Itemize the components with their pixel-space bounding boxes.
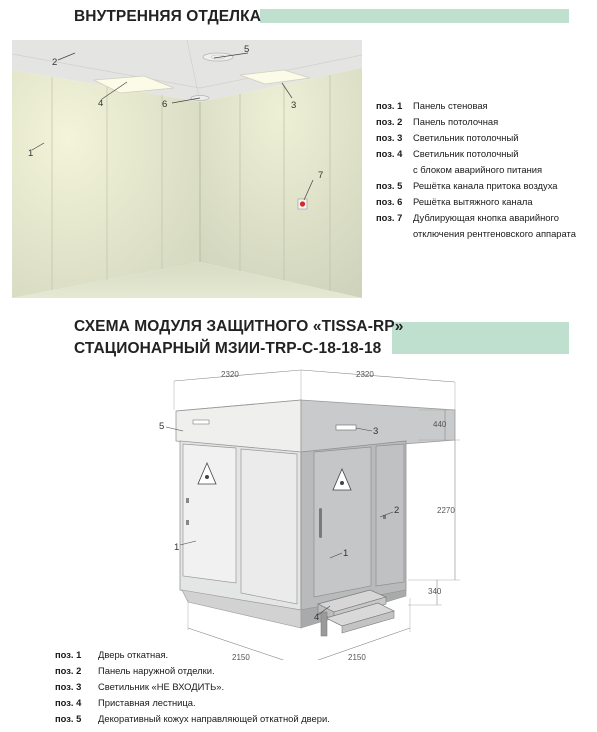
legend-desc: с блоком аварийного питания (413, 164, 543, 175)
room-callout-4: 4 (98, 98, 104, 109)
dim-bottom-right: 2150 (348, 653, 366, 660)
legend-desc: Светильник «НЕ ВХОДИТЬ». (98, 681, 225, 692)
section1-title: ВНУТРЕННЯЯ ОТДЕЛКА (74, 8, 261, 25)
legend-pos: поз. 2 (55, 665, 82, 676)
dim-bottom-left: 2150 (232, 653, 250, 660)
module-callout-1-right: 1 (343, 548, 349, 559)
sign-left (193, 420, 209, 424)
legend-desc: Дверь откатная. (98, 649, 169, 660)
room-callout-3: 3 (291, 100, 297, 111)
section2-title-band (392, 322, 569, 354)
module-callout-4: 4 (314, 612, 320, 623)
room-interior-image (12, 40, 362, 298)
legend-desc: Декоративный кожух направляющей откатной двери. (98, 713, 330, 724)
section2-title-line2: СТАЦИОНАРНЫЙ МЗИИ-TRP-С-18-18-18 (74, 340, 382, 357)
module-callout-5: 5 (159, 421, 165, 432)
room-callout-1: 1 (28, 148, 34, 159)
legend-pos: поз. 3 (376, 132, 403, 143)
legend-desc: Решётка канала притока воздуха (413, 180, 558, 191)
room-callout-2: 2 (52, 57, 58, 68)
legend-desc: отключения рентгеновского аппарата (413, 228, 576, 239)
legend-desc: Приставная лестница. (98, 697, 196, 708)
room-callout-7: 7 (318, 170, 324, 181)
room-callout-6: 6 (162, 99, 168, 110)
module-callout-3: 3 (373, 426, 379, 437)
legend-pos: поз. 4 (376, 148, 403, 159)
legend-pos: поз. 5 (376, 180, 403, 191)
dim-base-height: 340 (428, 587, 442, 596)
dim-top-right: 2320 (356, 370, 374, 379)
legend-pos: поз. 2 (376, 116, 403, 127)
module-drawing (0, 360, 597, 660)
legend-pos: поз. 1 (55, 649, 82, 660)
section2-title-line1: СХЕМА МОДУЛЯ ЗАЩИТНОГО «TISSA-RP» (74, 318, 404, 335)
module-callout-2: 2 (394, 505, 400, 516)
legend-desc: Светильник потолочный (413, 132, 519, 143)
dim-roof-height: 440 (433, 420, 447, 429)
legend-pos: поз. 5 (55, 713, 82, 724)
legend-pos: поз. 6 (376, 196, 403, 207)
legend-desc: Панель потолочная (413, 116, 499, 127)
room-callout-5: 5 (244, 44, 250, 55)
legend-pos: поз. 4 (55, 697, 82, 708)
legend-pos: поз. 1 (376, 100, 403, 111)
legend-pos: поз. 3 (55, 681, 82, 692)
module-callout-1-left: 1 (174, 542, 180, 553)
do-not-enter-light (336, 425, 356, 430)
section1-title-band (260, 9, 569, 23)
legend-desc: Панель наружной отделки. (98, 665, 215, 676)
legend-desc: Дублирующая кнопка аварийного (413, 212, 559, 223)
legend-desc: Панель стеновая (413, 100, 488, 111)
legend-desc: Решётка вытяжного канала (413, 196, 533, 207)
legend-pos: поз. 7 (376, 212, 403, 223)
legend-desc: Светильник потолочный (413, 148, 519, 159)
dim-wall-height: 2270 (437, 506, 455, 515)
room-interior-drawing (12, 40, 362, 298)
dim-top-left: 2320 (221, 370, 239, 379)
